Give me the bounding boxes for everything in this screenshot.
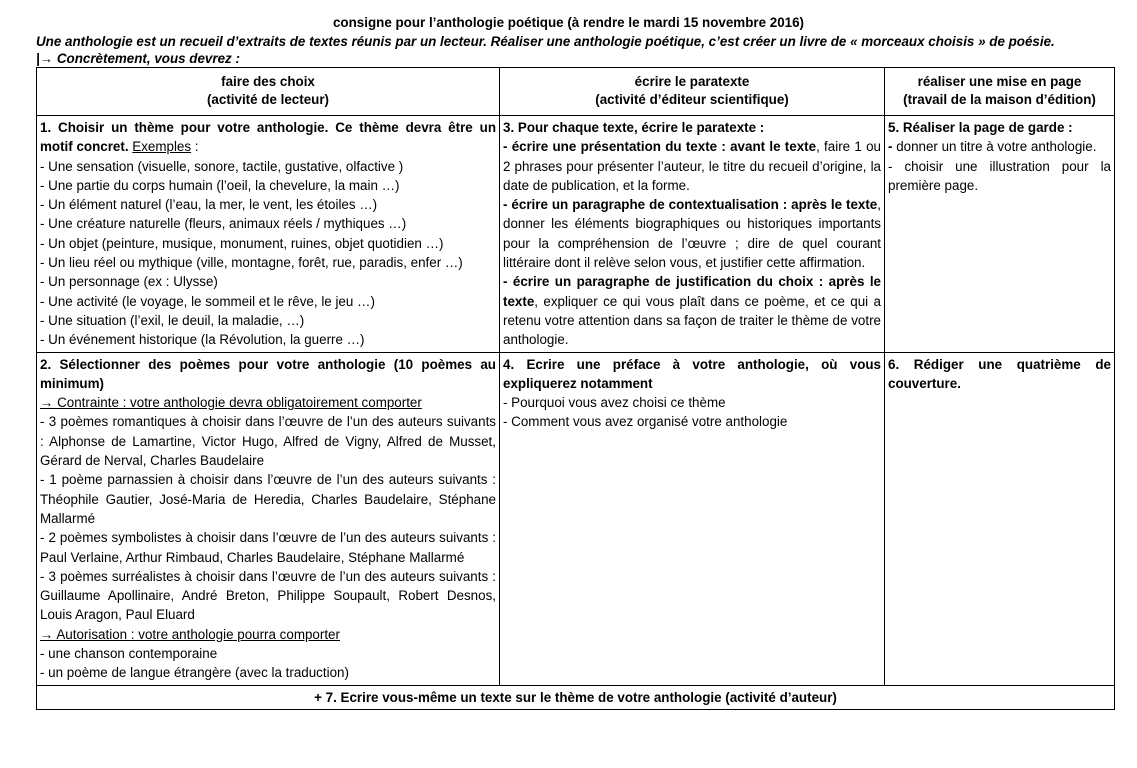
step-1-heading: 1. Choisir un thème pour votre anthologie. Ce thème devra être un motif concret. <box>40 120 496 155</box>
list-item: - une chanson contemporaine <box>40 646 218 662</box>
cell-cover-page <box>885 116 1115 353</box>
list-item: - 3 poèmes romantiques à choisir dans l’œuvre de l’un des auteurs suivants : Alphonse de Lamartine, Victor Hugo, Alfred de Vigny, Alfred de Musset, Gérard de Nerval, Charles Baudelaire <box>40 414 496 469</box>
column-title: réaliser une mise en page <box>917 74 1082 89</box>
list-item: - Une partie du corps humain (l’oeil, la chevelure, la main …) <box>40 177 400 193</box>
list-item: - Pourquoi vous avez choisi ce thème <box>503 395 726 411</box>
list-item: - Un personnage (ex : Ulysse) <box>40 274 218 290</box>
cell-theme-choice <box>37 116 500 353</box>
list-item: - Un événement historique (la Révolution, la guerre …) <box>40 332 365 348</box>
contextualisation-bold: - écrire un paragraphe de contextualisation : après le texte <box>503 197 878 213</box>
step-3-heading: 3. Pour chaque texte, écrire le paratexte : <box>503 120 765 135</box>
cell-paratext <box>500 116 885 353</box>
justification-bold: - écrire un paragraphe de justification du choix : après le texte <box>503 274 881 309</box>
item-dash: - <box>888 139 893 155</box>
column-title: faire des choix <box>221 74 315 89</box>
presentation-bold: - écrire une présentation du texte : avant le texte <box>503 139 817 155</box>
column-header-choices <box>37 68 500 116</box>
table-row-2 <box>37 352 1115 685</box>
table-row-1 <box>37 116 1115 353</box>
cell-preface <box>500 352 885 685</box>
list-item: - un poème de langue étrangère (avec la traduction) <box>40 665 349 681</box>
list-item: - Un élément naturel (l’eau, la mer, le vent, les étoiles …) <box>40 197 378 213</box>
step-6-heading: 6. Rédiger une quatrième de couverture. <box>888 356 1111 391</box>
intro-text: Une anthologie est un recueil d’extraits de textes réunis par un lecteur. Réaliser une anthologie poétique, c’est créer un livre de « morceaux choisis » de poésie. <box>36 34 1055 49</box>
list-item: - 1 poème parnassien à choisir dans l’œuvre de l’un des auteurs suivants : Théophile Gautier, José-Maria de Heredia, Charles Baudelaire, Stéphane Mallarmé <box>40 472 496 526</box>
presentation-text: , faire 1 ou 2 phrases pour présenter l’auteur, le titre du recueil d’origine, la date de publication, et la forme. <box>503 139 881 193</box>
list-item: - Une créature naturelle (fleurs, animaux réels / mythiques …) <box>40 216 407 232</box>
cell-back-cover <box>885 352 1115 685</box>
table-header-row <box>37 68 1115 116</box>
constraint-label: → Contrainte : votre anthologie devra obligatoirement comporter <box>40 395 422 411</box>
column-header-layout <box>885 68 1115 116</box>
column-header-paratext <box>500 68 885 116</box>
list-item: - Une situation (l’exil, le deuil, la maladie, …) <box>40 312 305 328</box>
step-2-heading: 2. Sélectionner des poèmes pour votre anthologie (10 poèmes au minimum) <box>40 356 496 391</box>
list-item: donner un titre à votre anthologie. <box>892 139 1097 155</box>
instructions-lead: |→ Concrètement, vous devrez : <box>36 51 240 66</box>
table-footer-row <box>37 685 1115 709</box>
cell-poem-selection <box>37 352 500 685</box>
list-item: - 2 poèmes symbolistes à choisir dans l’œuvre de l’un des auteurs suivants : Paul Verlaine, Arthur Rimbaud, Charles Baudelaire, Stéphane Mallarmé <box>40 530 496 565</box>
column-subtitle: (activité de lecteur) <box>206 92 330 107</box>
list-item: - choisir une illustration pour la première page. <box>888 158 1111 193</box>
contextualisation-text: , donner les éléments biographiques ou historiques importants pour la compréhension de l’œuvre ; dire de quel courant littéraire dont il relève selon vous, et justifier cette affirmation. <box>503 197 881 271</box>
examples-colon: : <box>191 139 199 155</box>
step-5-heading: 5. Réaliser la page de garde : <box>888 120 1073 135</box>
step-4-heading: 4. Ecrire une préface à votre anthologie, où vous expliquerez notamment <box>503 356 881 391</box>
step-7-text: + 7. Ecrire vous-même un texte sur le thème de votre anthologie (activité d’auteur) <box>37 685 1115 709</box>
examples-label: Exemples <box>132 139 192 155</box>
list-item: - Une sensation (visuelle, sonore, tactile, gustative, olfactive ) <box>40 158 404 174</box>
authorisation-label: → Autorisation : votre anthologie pourra comporter <box>40 626 340 642</box>
list-item: - Comment vous avez organisé votre anthologie <box>503 414 788 430</box>
column-title: écrire le paratexte <box>634 74 750 89</box>
list-item: - 3 poèmes surréalistes à choisir dans l’œuvre de l’un des auteurs suivants : Guillaume Apollinaire, André Breton, Philippe Soupault, Robert Desnos, Louis Aragon, Paul Eluard <box>40 568 496 623</box>
list-item: - Une activité (le voyage, le sommeil et le rêve, le jeu …) <box>40 293 375 309</box>
document-title: consigne pour l’anthologie poétique (à rendre le mardi 15 novembre 2016) <box>332 15 804 30</box>
list-item: - Un objet (peinture, musique, monument, ruines, objet quotidien …) <box>40 235 444 251</box>
instructions-table <box>36 67 1115 710</box>
column-subtitle: (travail de la maison d’édition) <box>903 92 1096 107</box>
justification-text: , expliquer ce qui vous plaît dans ce poème, et ce qui a retenu votre attention dans sa façon de traiter le thème de votre anthologie. <box>503 293 881 348</box>
column-subtitle: (activité d’éditeur scientifique) <box>595 92 789 107</box>
list-item: - Un lieu réel ou mythique (ville, montagne, forêt, rue, paradis, enfer …) <box>40 255 463 271</box>
